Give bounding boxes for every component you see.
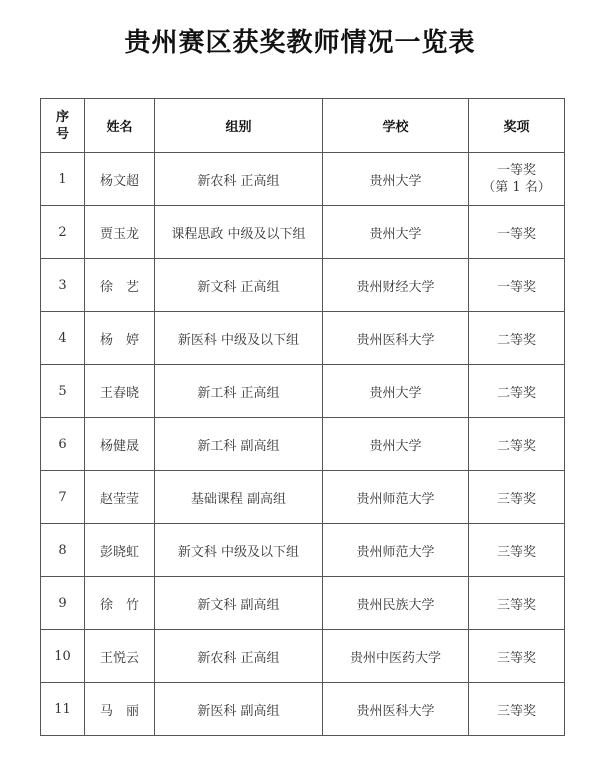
cell-group: 新文科 正高组	[155, 259, 323, 312]
cell-group: 新农科 正高组	[155, 153, 323, 206]
page-title: 贵州赛区获奖教师情况一览表	[124, 28, 476, 58]
cell-no: 11	[41, 683, 85, 736]
cell-name: 徐 竹	[85, 577, 155, 630]
table-row	[41, 365, 565, 418]
cell-no: 5	[41, 365, 85, 418]
cell-name: 贾玉龙	[85, 206, 155, 259]
table-row	[41, 418, 565, 471]
cell-award: 一等奖	[469, 206, 565, 259]
award-table	[40, 98, 565, 736]
cell-no: 2	[41, 206, 85, 259]
cell-group: 新医科 中级及以下组	[155, 312, 323, 365]
award-note: （第 1 名）	[482, 180, 551, 195]
cell-name: 杨文超	[85, 153, 155, 206]
cell-group: 新工科 副高组	[155, 418, 323, 471]
cell-award: 二等奖	[469, 365, 565, 418]
table-header-row	[41, 99, 565, 153]
cell-no: 8	[41, 524, 85, 577]
cell-award: 三等奖	[469, 683, 565, 736]
cell-award: 一等奖	[469, 259, 565, 312]
award-label: 一等奖	[496, 163, 536, 178]
cell-award: 二等奖	[469, 312, 565, 365]
table-row	[41, 630, 565, 683]
cell-name: 赵莹莹	[85, 471, 155, 524]
cell-school: 贵州师范大学	[323, 471, 469, 524]
cell-school: 贵州民族大学	[323, 577, 469, 630]
cell-no: 3	[41, 259, 85, 312]
cell-group: 新文科 副高组	[155, 577, 323, 630]
cell-no: 6	[41, 418, 85, 471]
header-no-line1: 序	[55, 109, 69, 125]
cell-name: 徐 艺	[85, 259, 155, 312]
table-row	[41, 471, 565, 524]
cell-group: 新农科 正高组	[155, 630, 323, 683]
cell-school: 贵州医科大学	[323, 312, 469, 365]
table-row	[41, 206, 565, 259]
cell-award: 三等奖	[469, 577, 565, 630]
cell-school: 贵州师范大学	[323, 524, 469, 577]
cell-award: 三等奖	[469, 471, 565, 524]
cell-school: 贵州医科大学	[323, 683, 469, 736]
cell-school: 贵州大学	[323, 206, 469, 259]
header-group: 组别	[155, 99, 323, 153]
cell-name: 彭晓虹	[85, 524, 155, 577]
cell-name: 杨健晟	[85, 418, 155, 471]
cell-name: 王悦云	[85, 630, 155, 683]
cell-school: 贵州大学	[323, 365, 469, 418]
table-row	[41, 577, 565, 630]
cell-no: 4	[41, 312, 85, 365]
cell-school: 贵州中医药大学	[323, 630, 469, 683]
cell-group: 基础课程 副高组	[155, 471, 323, 524]
cell-group: 新医科 副高组	[155, 683, 323, 736]
cell-school: 贵州财经大学	[323, 259, 469, 312]
table-row	[41, 312, 565, 365]
header-name: 姓名	[85, 99, 155, 153]
cell-no: 9	[41, 577, 85, 630]
cell-group: 课程思政 中级及以下组	[155, 206, 323, 259]
cell-award: 三等奖	[469, 524, 565, 577]
cell-no: 7	[41, 471, 85, 524]
cell-award: 二等奖	[469, 418, 565, 471]
header-award: 奖项	[469, 99, 565, 153]
header-no	[41, 99, 85, 153]
cell-name: 杨 婷	[85, 312, 155, 365]
cell-name: 马 丽	[85, 683, 155, 736]
header-no-line2: 号	[55, 126, 69, 142]
cell-no: 1	[41, 153, 85, 206]
cell-school: 贵州大学	[323, 153, 469, 206]
table-row	[41, 683, 565, 736]
table-row	[41, 259, 565, 312]
cell-group: 新工科 正高组	[155, 365, 323, 418]
table-row	[41, 153, 565, 206]
cell-school: 贵州大学	[323, 418, 469, 471]
cell-name: 王春晓	[85, 365, 155, 418]
cell-no: 10	[41, 630, 85, 683]
cell-award: 三等奖	[469, 630, 565, 683]
table-row	[41, 524, 565, 577]
cell-group: 新文科 中级及以下组	[155, 524, 323, 577]
header-school: 学校	[323, 99, 469, 153]
cell-award	[469, 153, 565, 206]
